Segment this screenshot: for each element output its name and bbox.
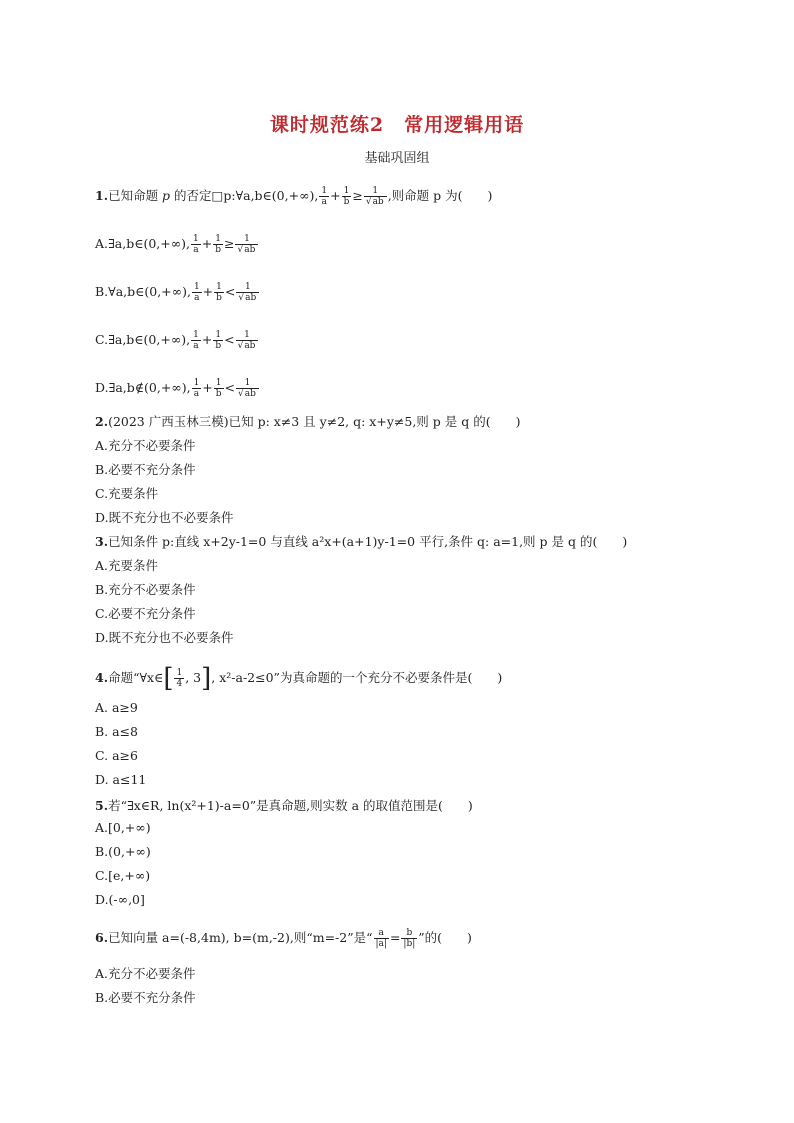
- q5-option-d: D.(-∞,0]: [95, 892, 145, 907]
- q2-text: (2023 广西玉林三模)已知 p: x≠3 且 y≠2, q: x+y≠5,则 p 是 q 的( ): [108, 414, 521, 429]
- question-number: 3.: [95, 534, 109, 549]
- q5-option-a: A.[0,+∞): [95, 820, 151, 835]
- q5-text: 若“∃x∈R, ln(x²+1)-a=0”是真命题,则实数 a 的取值范围是( ): [108, 798, 473, 813]
- q1-var-p: p: [162, 188, 171, 203]
- fraction-1-over-a: $\frac{1}{a}$: [321, 186, 328, 207]
- q4-option-a: A. a≥9: [95, 700, 138, 715]
- question-number: 1.: [95, 188, 109, 203]
- q2-option-d: D.既不充分也不必要条件: [95, 510, 234, 525]
- q3-text: 已知条件 p:直线 x+2y-1=0 与直线 a²x+(a+1)y-1=0 平行,条件 q: a=1,则 p 是 q 的( ): [108, 534, 628, 549]
- q4-text-pre: 命题“∀x∈: [108, 670, 164, 685]
- fraction-1-over-4: $\frac{1}{4}$: [176, 668, 183, 689]
- left-bracket: [: [163, 663, 174, 694]
- right-bracket: ]: [201, 663, 212, 694]
- q2-option-c: C.充要条件: [95, 486, 159, 501]
- q4-text-post: , x²-a-2≤0”为真命题的一个充分不必要条件是( ): [211, 670, 503, 685]
- q6-text-post: ”的( ): [418, 930, 472, 945]
- q6-option-a: A.充分不必要条件: [95, 966, 196, 981]
- q1-option-d: D.∃a,b∉(0,+∞), $\frac{1}{a}$ + $\frac{1}{b}$ < $\frac{1}{√ab}$: [95, 378, 260, 399]
- question-number: 5.: [95, 798, 109, 813]
- section-subtitle: 基础巩固组: [364, 151, 430, 166]
- question-6: [95, 928, 472, 949]
- page-title: 课时规范练2 常用逻辑用语: [269, 114, 525, 136]
- fraction-a-over-abs-a: $\frac{a}{|a|}$: [375, 928, 387, 949]
- q4-interval-end: , 3: [185, 670, 202, 685]
- q3-option-a: A.充要条件: [95, 558, 159, 573]
- q1-text-post: ,则命题 p 为( ): [387, 188, 493, 203]
- question-1: [95, 186, 492, 207]
- question-number: 6.: [95, 930, 109, 945]
- q5-option-b: B.(0,+∞): [95, 844, 151, 859]
- equals-sign: =: [389, 930, 401, 945]
- q1-negation: □p:∀a,b∈(0,+∞),: [211, 188, 319, 203]
- question-3: [95, 532, 627, 550]
- q3-option-d: D.既不充分也不必要条件: [95, 630, 234, 645]
- q4-option-c: C. a≥6: [95, 748, 138, 763]
- q4-option-d: D. a≤11: [95, 772, 147, 787]
- q4-option-b: B. a≤8: [95, 724, 139, 739]
- q3-option-b: B.充分不必要条件: [95, 582, 196, 597]
- q1-option-b: B.∀a,b∈(0,+∞), $\frac{1}{a}$ + $\frac{1}{b}$ < $\frac{1}{√ab}$: [95, 282, 260, 303]
- question-2: [95, 412, 520, 430]
- fraction-1-over-b: $\frac{1}{b}$: [343, 186, 350, 207]
- question-number: 4.: [95, 670, 109, 685]
- question-5: [95, 796, 473, 814]
- q3-option-c: C.必要不充分条件: [95, 606, 196, 621]
- relation-sign: ≥: [352, 188, 363, 203]
- question-4: [95, 663, 503, 694]
- q6-option-b: B.必要不充分条件: [95, 990, 196, 1005]
- fraction-b-over-abs-b: $\frac{b}{|b|}$: [403, 928, 416, 949]
- q1-option-c: C.∃a,b∈(0,+∞), $\frac{1}{a}$ + $\frac{1}{b}$ < $\frac{1}{√ab}$: [95, 330, 259, 351]
- q2-option-a: A.充分不必要条件: [95, 438, 196, 453]
- q1-text-mid: 的否定: [170, 188, 212, 203]
- q1-option-a: A.∃a,b∈(0,+∞), $\frac{1}{a}$ + $\frac{1}{b}$ ≥ $\frac{1}{√ab}$: [95, 234, 259, 255]
- q2-option-b: B.必要不充分条件: [95, 462, 196, 477]
- q6-text-pre: 已知向量 a=(-8,4m), b=(m,-2),则“m=-2”是“: [108, 930, 373, 945]
- plus-sign: +: [330, 188, 341, 203]
- question-number: 2.: [95, 414, 109, 429]
- q1-text-pre: 已知命题: [108, 188, 163, 203]
- q5-option-c: C.[e,+∞): [95, 868, 151, 883]
- fraction-1-over-sqrt-ab: $\frac{1}{√ab}$: [364, 186, 387, 207]
